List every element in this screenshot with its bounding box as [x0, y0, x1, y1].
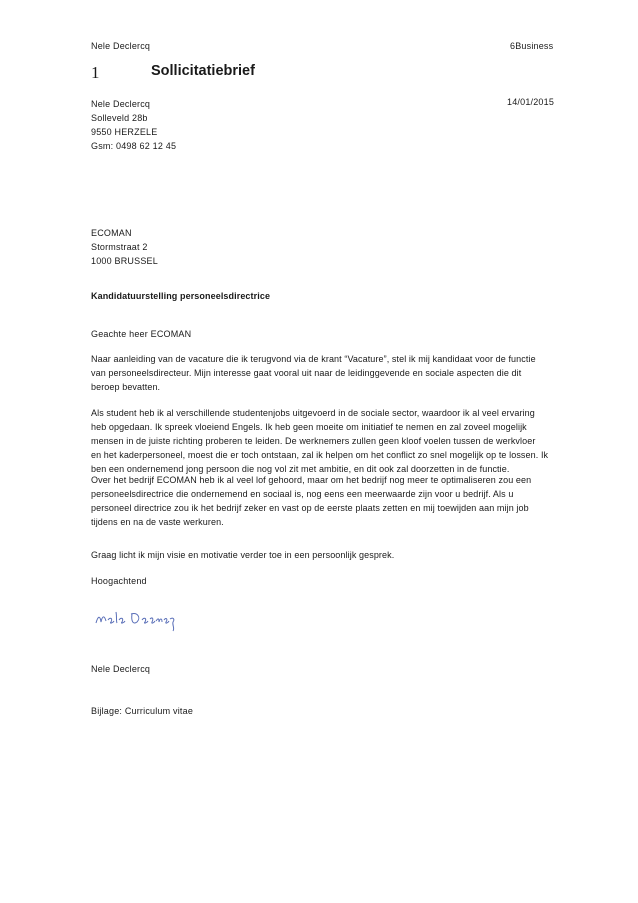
- sender-phone: Gsm: 0498 62 12 45: [91, 141, 177, 151]
- recipient-company: ECOMAN: [91, 228, 132, 238]
- paragraph-company: [91, 473, 561, 529]
- paragraph-motivation: [91, 352, 561, 394]
- handwritten-signature: [92, 601, 182, 635]
- paragraph-line: beroep bevatten.: [91, 382, 161, 392]
- paragraph-experience: [91, 406, 561, 476]
- recipient-city: 1000 BRUSSEL: [91, 256, 158, 266]
- section-number: 1: [91, 63, 100, 82]
- sender-address-block: [91, 97, 176, 153]
- paragraph-line: Naar aanleiding van de vacature die ik terugvond via de krant “Vacature”, stel ik mij kandidaat voor de functie: [91, 354, 536, 364]
- recipient-street: Stormstraat 2: [91, 242, 148, 252]
- sender-city: 9550 HERZELE: [91, 127, 158, 137]
- paragraph-line: tijdens en na de vaste werkuren.: [91, 517, 224, 527]
- paragraph-line: van personeelsdirecteur. Mijn interesse gaat vooral uit naar de leidinggevende en sociale aspecten die dit: [91, 368, 522, 378]
- signer-name: Nele Declercq: [91, 664, 151, 674]
- paragraph-line: personeel directrice zou ik het bedrijf zeker en vast op de eerste plaats zetten en mij toewijden aan mijn job: [91, 503, 529, 513]
- sender-street: Solleveld 28b: [91, 113, 148, 123]
- letter-date: 14/01/2015: [507, 97, 555, 107]
- paragraph-line: personeelsdirectrice die ondernemend en sociaal is, nog eens een meerwaarde zijn voor u bedrijf. Als u: [91, 489, 514, 499]
- paragraph-line: en het kaderpersoneel, moest die er toch ontstaan, zal ik helpen om het conflict zo snel mogelijk op te lossen. Ik: [91, 450, 549, 460]
- paragraph-line: Graag licht ik mijn visie en motivatie verder toe in een persoonlijk gesprek.: [91, 550, 395, 560]
- sender-name: Nele Declercq: [91, 99, 151, 109]
- paragraph-line: Over het bedrijf ECOMAN heb ik al veel lof gehoord, maar om het bedrijf nog meer te optimaliseren zou een: [91, 475, 532, 485]
- paragraph-closing-sentence: [91, 548, 561, 562]
- closing-phrase: Hoogachtend: [91, 576, 147, 586]
- paragraph-line: heb opgedaan. Ik spreek vloeiend Engels. Ik heb geen moeite om initiatief te nemen en zal zoveel mogelijk: [91, 422, 527, 432]
- recipient-address-block: [91, 226, 158, 268]
- header-author: Nele Declercq: [91, 41, 151, 51]
- attachment-note: Bijlage: Curriculum vitae: [91, 706, 194, 716]
- paragraph-line: Als student heb ik al verschillende studentenjobs uitgevoerd in de sociale sector, waardoor ik al veel ervaring: [91, 408, 535, 418]
- salutation: Geachte heer ECOMAN: [91, 329, 192, 339]
- section-title: Sollicitatiebrief: [151, 63, 255, 79]
- paragraph-line: mensen in de juiste richting proberen te leiden. De werknemers zullen geen kloof voelen tussen de werkvloer: [91, 436, 536, 446]
- paragraph-line: ben een ondernemend jong persoon die nog vol zit met ambitie, en dit ook zal doorzetten in de functie.: [91, 464, 510, 474]
- letter-subject: Kandidatuurstelling personeelsdirectrice: [91, 291, 271, 301]
- header-class: 6Business: [510, 41, 554, 51]
